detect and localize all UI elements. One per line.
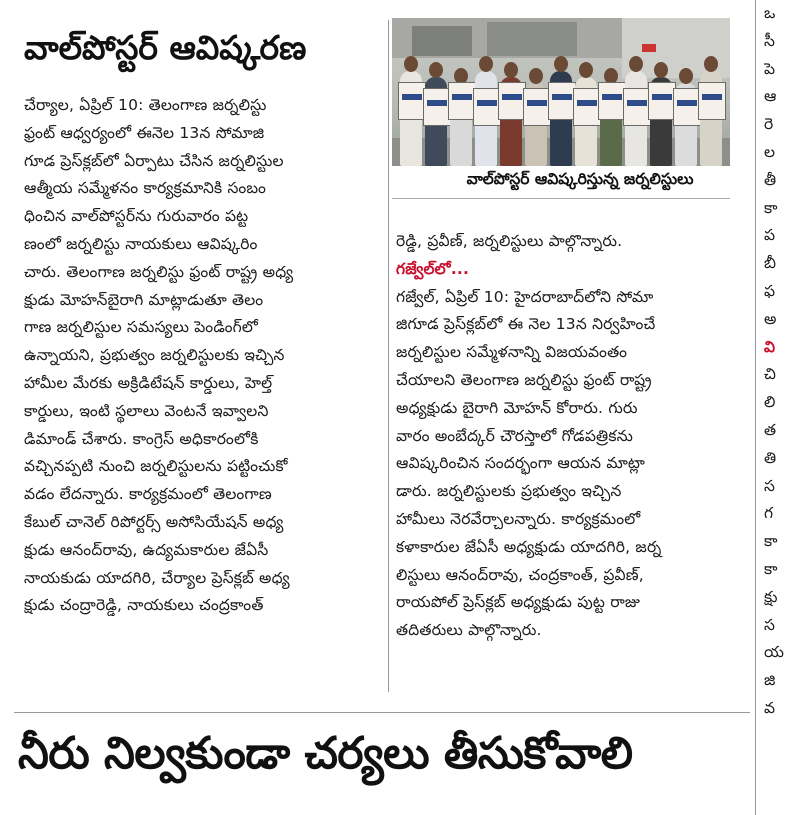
body-line: రాయపోల్ ప్రెస్‌క్లబ్ అధ్యక్షుడు పుట్ట రాజు [396,593,641,612]
body-line: లిస్టులు ఆనంద్‌రావు, చంద్రకాంత్, ప్రవీణ్, [396,565,644,584]
wall-poster [698,82,726,120]
wall-poster [473,88,501,126]
person-head [629,56,643,72]
person-head [679,68,693,84]
wall-poster [498,82,526,120]
fragment-line: గ [764,504,774,523]
wall-poster [423,88,451,126]
fragment-line: ప [764,226,776,245]
person-head [554,56,568,72]
fragment-line: క్షు [764,587,778,606]
fragment-line: రె [764,115,774,134]
column-divider [388,20,389,692]
body-line: ఉన్నాయని, ప్రభుత్వం జర్నలిస్టులకు ఇచ్చిన [24,346,285,365]
person-head [429,62,443,78]
article-body-middle-column [396,228,736,645]
body-line: క్షుడు మోహన్‌బైరాగి మాట్లాడుతూ తెలం [24,290,264,309]
article-body-left-column [24,92,382,620]
body-line: జర్నలిస్టుల సమ్మేళనాన్ని విజయవంతం [396,343,628,362]
body-line: గూడ ప్రెస్‌క్లబ్‌లో ఏర్పాటు చేసిన జర్నలిస్టుల [24,151,284,170]
fragment-line: కా [764,532,778,551]
fragment-line: స [764,615,775,634]
adjacent-article-fragment [764,0,800,723]
body-line: ఫ్రంట్ ఆధ్వర్యంలో ఈనెల 13న సోమాజి [24,123,265,142]
photo-caption: వాల్‌పోస్టర్ ఆవిష్కరిస్తున్న జర్నలిస్టులు [466,170,694,188]
body-line: ఆవిష్కరించిన సందర్భంగా ఆయన మాట్లా [396,454,646,473]
fragment-line: బీ [764,254,776,273]
body-line: గజ్వేల్, ఏప్రిల్ 10: హైదరాబాద్‌లోని సోమా [396,287,654,306]
dateline-subhead: గజ్వేల్‌లో... [396,259,470,278]
person-head [504,62,518,78]
wall-poster [573,88,601,126]
person-head [479,56,493,72]
body-line: కళాకారుల జేఏసీ అధ్యక్షుడు యాదగిరి, జర్న [396,537,662,556]
wall-poster [673,88,701,126]
person-head [704,56,718,72]
body-line: కార్డులు, ఇంటి స్థలాలు వెంటనే ఇవ్వాలని [24,401,269,420]
column-divider-right [755,0,756,815]
fragment-line: ఆ [764,87,777,106]
body-line: ఆత్మీయ సమ్మేళనం కార్యక్రమానికి సంబం [24,179,267,198]
fragment-line: వి [764,337,776,356]
body-line: చారు. తెలంగాణ జర్నలిస్టు ఫ్రంట్ రాష్ట్ర అధ్య [24,262,294,281]
body-line: గాణ జర్నలిస్టుల సమస్యలు పెండింగ్‌లో [24,318,259,337]
fragment-line: ల [764,142,775,161]
body-line: చేర్యాల, ఏప్రిల్ 10: తెలంగాణ జర్నలిస్టు [24,96,267,114]
fragment-line: పె [764,59,776,78]
fragment-line: సీ [764,31,775,50]
body-line: తదితరులు పాల్గొన్నారు. [396,621,542,640]
fragment-line: త [764,420,777,439]
person-head [404,56,418,72]
fragment-line: కా [764,559,778,578]
body-line: హామీలు నెరవేర్చాలన్నారు. కార్యక్రమంలో [396,509,641,528]
body-line: డిమాండ్ చేశారు. కాంగ్రెస్ అధికారంలోకి [24,429,259,448]
article2-headline: నీరు నిల్వకుండా చర్యలు తీసుకోవాలి [18,728,633,779]
body-line: ధించిన వాల్‌పోస్టర్‌ను గురువారం పట్ట [24,207,249,226]
person-head [654,62,668,78]
fragment-line: ఫ [764,281,776,300]
section-divider [14,712,750,713]
body-line: వారం అంబేద్కర్ చౌరస్తాలో గోడపత్రికను [396,426,634,445]
fragment-line: కా [764,198,778,217]
fragment-line: ఒ [764,4,776,22]
fragment-line: య [764,643,784,662]
fragment-line: వ [764,698,776,717]
body-line: చేయాలని తెలంగాణ జర్నలిస్టు ఫ్రంట్ రాష్ట్ర [396,370,652,389]
wall-poster [648,82,676,120]
wall-poster [398,82,426,120]
fragment-line: లి [764,393,776,412]
article-headline: వాల్‌పోస్టర్ ఆవిష్కరణ [24,28,307,67]
body-line: కేబుల్ చానెల్ రిపోర్టర్స్ అసోసియేషన్ అధ్య [24,512,284,531]
body-line: అధ్యక్షుడు బైరాగి మోహన్ కోరారు. గురు [396,398,638,417]
body-line: క్షుడు ఆనంద్‌రావు, ఉద్యమకారుల జేఏసీ [24,540,269,559]
fragment-line: జి [764,671,776,690]
body-line: నాయకుడు యాదగిరి, చేర్యాల ప్రెస్‌క్లబ్ అధ్య [24,568,290,587]
fragment-line: తి [764,448,777,467]
body-line: వచ్చినప్పటి నుంచి జర్నలిస్టులను పట్టించుకో [24,457,288,476]
fragment-line: చి [764,365,776,384]
wall-poster [598,82,626,120]
body-line: ణంలో జర్నలిస్టు నాయకులు ఆవిష్కరిం [24,234,258,253]
wall-poster [448,82,476,120]
fragment-line: స [764,476,775,495]
body-line: వడం లేదన్నారు. కార్యక్రమంలో తెలంగాణ [24,485,272,504]
body-line: జిగూడ ప్రెస్‌క్లబ్‌లో ఈ నెల 13న నిర్వహించే [396,315,656,334]
fragment-line: తీ [764,170,777,189]
wall-poster [623,88,651,126]
wall-poster [523,88,551,126]
body-line: డారు. జర్నలిస్టులకు ప్రభుత్వం ఇచ్చిన [396,482,622,501]
news-photo [392,18,730,166]
fragment-line: అ [764,309,777,328]
wall-poster [548,82,576,120]
person-head [579,62,593,78]
body-line: హామీల మేరకు అక్రిడిటేషన్ కార్డులు, హెల్త్ [24,373,273,392]
body-line: రెడ్డి, ప్రవీణ్, జర్నలిస్టులు పాల్గొన్నారు. [396,232,623,250]
body-line: క్షుడు చంద్రారెడ్డి, నాయకులు చంద్రకాంత్ [24,596,264,615]
person-head [529,68,543,84]
